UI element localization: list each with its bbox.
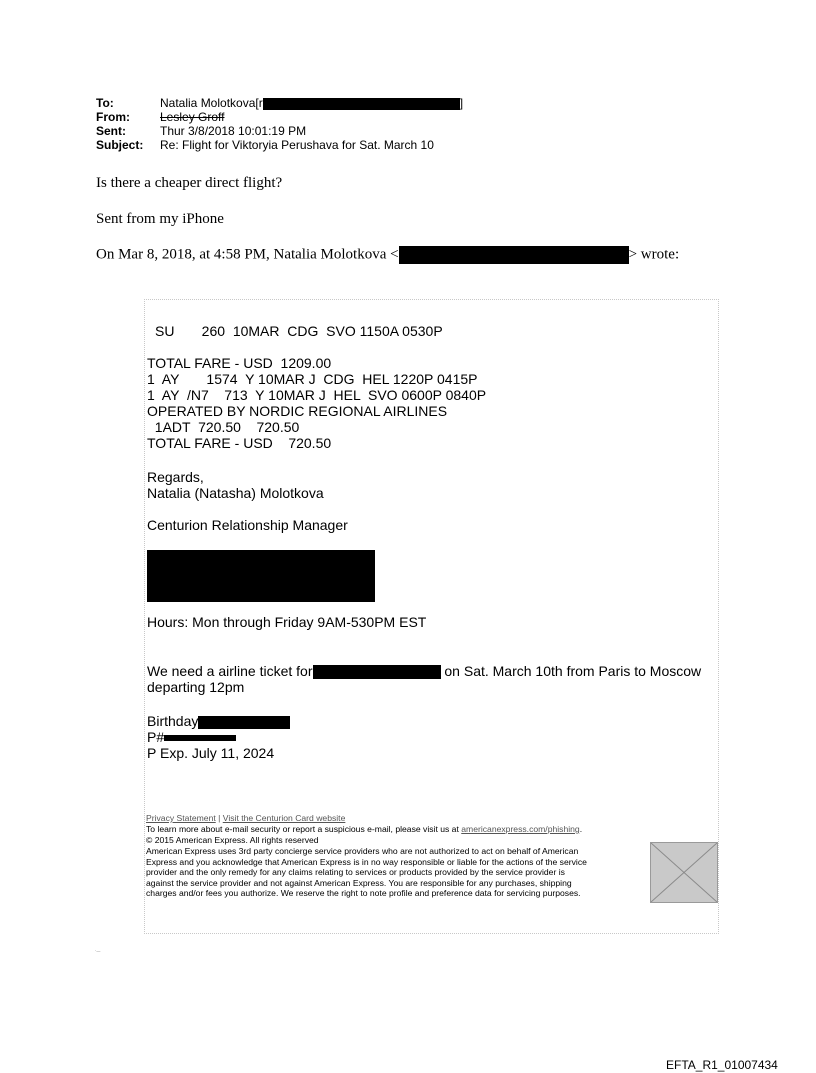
disclaimer-line-2: Express and you acknowledge that American Express is in no way responsible or liable for the actions of the service	[146, 856, 587, 867]
request-line-2: departing 12pm	[147, 679, 245, 695]
security-end: .	[579, 824, 583, 834]
image-placeholder	[650, 842, 718, 903]
disclaimer-line-4: against the service provider and not against American Express. You are responsible for any purchases, shipping	[146, 877, 572, 888]
operated-by: OPERATED BY NORDIC REGIONAL AIRLINES	[147, 403, 448, 419]
redaction-block	[164, 735, 236, 741]
email-header	[96, 96, 463, 152]
itinerary-segment-2: 1 AY /N7 713 Y 10MAR J HEL SVO 0600P 0840P	[147, 387, 487, 403]
quote-intro-start: On Mar 8, 2018, at 4:58 PM, Natalia Molotkova <	[96, 246, 399, 263]
message-line-sent-from: Sent from my iPhone	[96, 211, 224, 227]
subject-value: Re: Flight for Viktoryia Perushava for Sat. March 10	[160, 138, 434, 152]
quote-intro	[96, 246, 679, 264]
total-fare-2: TOTAL FARE - USD 720.50	[147, 435, 332, 451]
security-line	[146, 824, 582, 835]
subject-row	[96, 138, 463, 152]
passport-label: P#	[147, 729, 165, 745]
sender-name: Natalia (Natasha) Molotkova	[147, 485, 324, 501]
privacy-statement-link[interactable]: Privacy Statement	[146, 813, 216, 823]
from-row	[96, 110, 463, 124]
message-line-cheaper-flight: Is there a cheaper direct flight?	[96, 175, 283, 191]
regards: Regards,	[147, 469, 204, 485]
itinerary-segment-1: 1 AY 1574 Y 10MAR J CDG HEL 1220P 0415P	[147, 371, 478, 387]
birthday-line	[147, 713, 290, 729]
redaction-block	[147, 550, 375, 602]
copyright: © 2015 American Express. All rights reserved	[146, 835, 319, 845]
to-name: Natalia Molotkova[r	[160, 96, 263, 110]
office-hours: Hours: Mon through Friday 9AM-530PM EST	[147, 614, 427, 630]
redaction-block	[313, 665, 441, 679]
broken-image-icon	[651, 843, 717, 902]
passport-expiry: P Exp. July 11, 2024	[147, 745, 275, 761]
to-row	[96, 96, 463, 110]
from-label: From:	[96, 110, 130, 124]
adt-fare: 1ADT 720.50 720.50	[147, 419, 300, 435]
from-value: Lesley Groff	[160, 110, 225, 124]
passport-line	[147, 729, 236, 745]
to-value	[160, 96, 463, 110]
redaction-block	[198, 716, 290, 729]
tiny-mark: ·—	[95, 948, 101, 953]
sent-label: Sent:	[96, 124, 126, 138]
request-end: on Sat. March 10th from Paris to Moscow	[440, 663, 702, 679]
birthday-label: Birthday	[147, 713, 199, 729]
disclaimer-line-1: American Express uses 3rd party concierge service providers who are not authorized to act on behalf of American	[146, 846, 579, 856]
request-start: We need a airline ticket for	[147, 663, 313, 679]
centurion-website-link[interactable]: Visit the Centurion Card website	[222, 813, 346, 823]
disclaimer-line-3: provider and the only remedy for any claims relating to services or products provided by the service provider is	[146, 867, 565, 877]
to-label: To:	[96, 96, 114, 110]
quote-intro-end: > wrote:	[628, 246, 680, 263]
footer-links	[146, 813, 345, 824]
security-text: To learn more about e-mail security or report a suspicious e-mail, please visit us at	[146, 824, 462, 834]
sent-row	[96, 124, 463, 138]
redaction-block	[399, 246, 629, 264]
link-separator: |	[215, 813, 223, 823]
request-line-1	[147, 663, 701, 679]
redaction-block	[263, 98, 460, 110]
flight-option-su: SU 260 10MAR CDG SVO 1150A 0530P	[155, 323, 443, 339]
sent-value: Thur 3/8/2018 10:01:19 PM	[160, 124, 307, 138]
total-fare-1: TOTAL FARE - USD 1209.00	[147, 355, 332, 371]
phishing-link[interactable]: americanexpress.com/phishing	[461, 824, 580, 834]
subject-label: Subject:	[96, 138, 144, 152]
disclaimer-line-5: charges and/or fees you authorize. We reserve the right to note profile and preference data for servicing purposes.	[146, 888, 581, 898]
to-close: ]	[459, 96, 464, 110]
document-id: EFTA_R1_01007434	[666, 1058, 778, 1072]
sender-title: Centurion Relationship Manager	[147, 517, 348, 533]
